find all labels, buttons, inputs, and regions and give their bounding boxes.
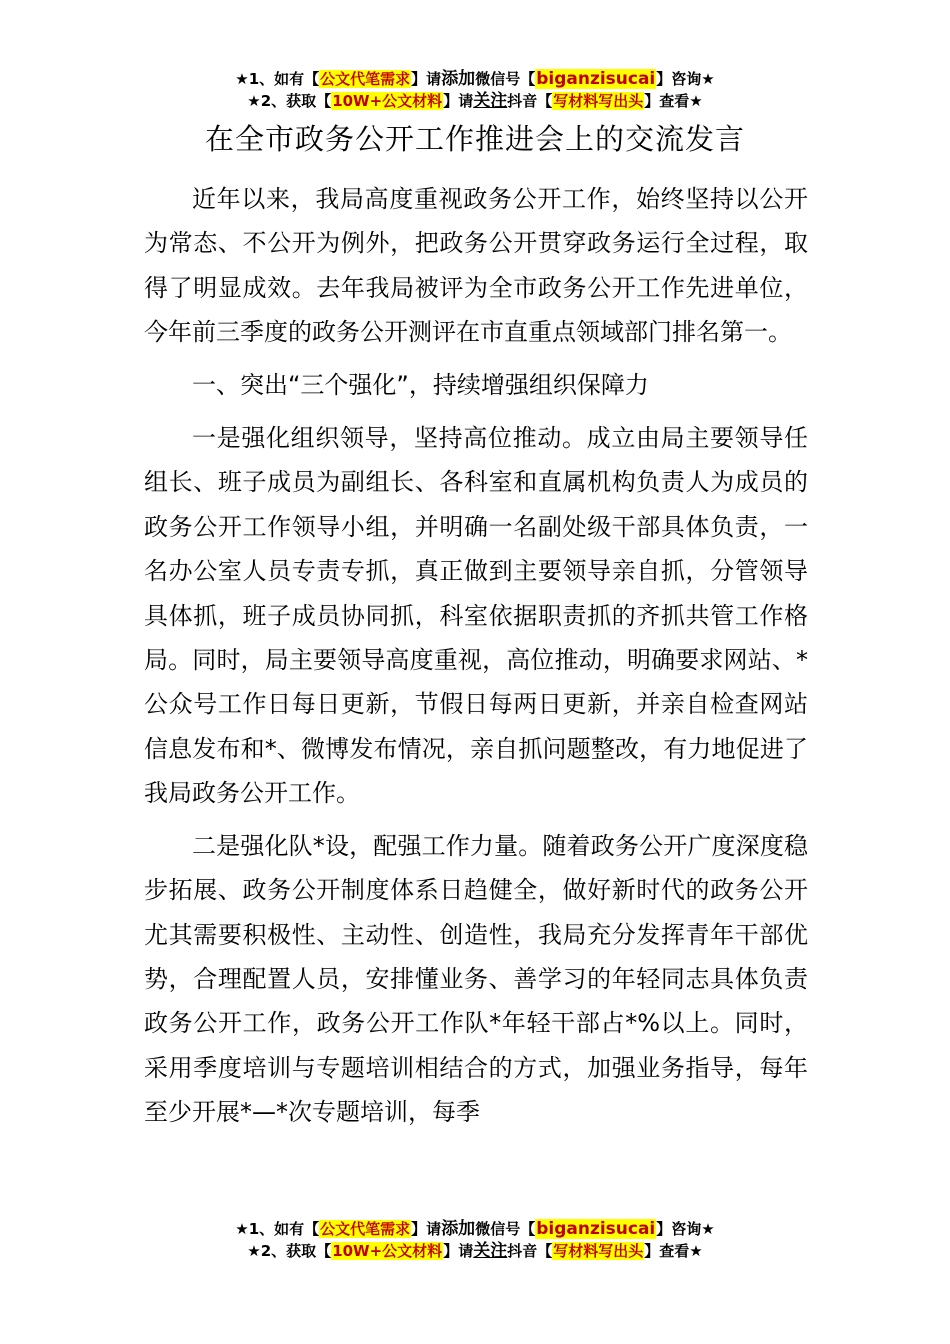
promo-text: ★1、如有【: [235, 1220, 320, 1238]
paragraph-team-building: 二是强化队*设，配强工作力量。随着政务公开广度深度稳步拓展、政务公开制度体系日趋健全，做好新时代的政务公开尤其需要积极性、主动性、创造性，我局充分发挥青年干部优势，合理配置人员，安排懂业务、善学习的年轻同志具体负责政务公开工作，政务公开工作队*年轻干部占*%以上。同时，采用季度培训与专题培训相结合的方式，加强业务指导，每年至少开展*—*次专题培训，每季: [144, 831, 808, 1127]
section-heading-1: 一、突出“三个强化”，持续增强组织保障力: [192, 370, 649, 399]
promo-text: ★2、获取【: [247, 1242, 332, 1260]
promo-text: 】请添加微信号【: [411, 69, 536, 89]
promo-highlight-douyin: 写材料写出头: [553, 92, 644, 110]
promo-highlight-service: 公文代笔需求: [320, 70, 411, 88]
promo-line-1: [0, 68, 950, 90]
promo-line-2: [0, 90, 950, 112]
promo-text: 】咨询★: [656, 70, 715, 88]
promo-text: 】查看★: [644, 1242, 703, 1260]
promo-highlight-service: 公文代笔需求: [320, 1220, 411, 1238]
promo-line-2: [0, 1240, 950, 1262]
promo-highlight-douyin: 写材料写出头: [553, 1242, 644, 1260]
promo-highlight-materials: 10W+公文材料: [332, 92, 443, 110]
document-body: [144, 177, 808, 1143]
promo-highlight-wechat-id: biganzisucai: [536, 1219, 656, 1239]
promo-text: ★2、获取【: [247, 92, 332, 110]
promo-text: 】查看★: [644, 92, 703, 110]
promo-banner-bottom: [0, 1218, 950, 1262]
promo-text: 】请关注抖音【: [443, 91, 553, 111]
paragraph-intro: 近年以来，我局高度重视政务公开工作，始终坚持以公开为常态、不公开为例外，把政务公开贯穿政务运行全过程，取得了明显成效。去年我局被评为全市政务公开工作先进单位，今年前三季度的政务公开测评在市直重点领域部门排名第一。: [144, 185, 808, 347]
promo-text: 】请添加微信号【: [411, 1219, 536, 1239]
promo-line-1: [0, 1218, 950, 1240]
promo-banner-top: [0, 68, 950, 112]
promo-highlight-wechat-id: biganzisucai: [536, 69, 656, 89]
promo-text: 】咨询★: [656, 1220, 715, 1238]
promo-highlight-materials: 10W+公文材料: [332, 1242, 443, 1260]
promo-text: 】请关注抖音【: [443, 1241, 553, 1261]
promo-text: ★1、如有【: [235, 70, 320, 88]
document-title: 在全市政务公开工作推进会上的交流发言: [204, 122, 745, 156]
paragraph-org-leadership: 一是强化组织领导，坚持高位推动。成立由局主要领导任组长、班子成员为副组长、各科室和直属机构负责人为成员的政务公开工作领导小组，并明确一名副处级干部具体负责，一名办公室人员专责专抓，真正做到主要领导亲自抓，分管领导具体抓，班子成员协同抓，科室依据职责抓的齐抓共管工作格局。同时，局主要领导高度重视，高位推动，明确要求网站、*公众号工作日每日更新，节假日每两日更新，并亲自检查网站信息发布和*、微博发布情况，亲自抓问题整改，有力地促进了我局政务公开工作。: [144, 424, 808, 808]
